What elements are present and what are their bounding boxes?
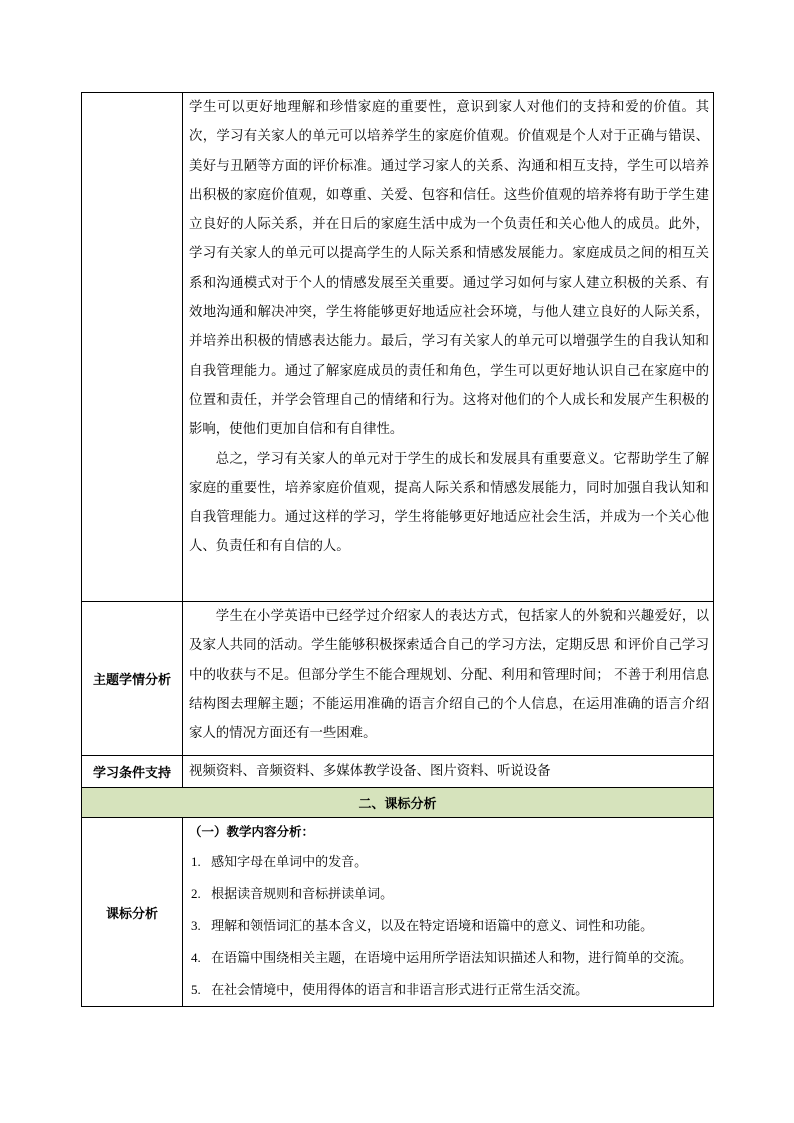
list-item bbox=[183, 974, 713, 1006]
lesson-plan-table bbox=[81, 92, 714, 1007]
significance-row bbox=[82, 93, 714, 602]
list-item-number: 5. bbox=[191, 982, 201, 997]
list-item-text: 感知字母在单词中的发音。 bbox=[211, 855, 368, 870]
list-item-number: 4. bbox=[191, 950, 201, 965]
list-item-text: 理解和领悟词汇的基本含义，以及在特定语境和语篇中的意义、词性和功能。 bbox=[211, 919, 654, 934]
learner-analysis-text: 学生在小学英语中已经学过介绍家人的表达方式，包括家人的外貌和兴趣爱好，以及家人共同的活动。学生能够积极探索适合自己的学习方法，定期反思 和评价自己学习中的收获与不足。但部分学生不能合理规划、分配、利用和管理时间； 不善于利用信息结构图去理解主题；不能运用准确的语言介绍自己的个人信息，在运用准确的语言介绍家人的情况方面还有一些困难。 bbox=[189, 609, 709, 742]
section-header-row bbox=[82, 788, 714, 818]
list-item-number: 3. bbox=[191, 918, 201, 933]
conditions-cell bbox=[183, 756, 714, 788]
significance-paragraph: 学生可以更好地理解和珍惜家庭的重要性，意识到家人对他们的支持和爱的价值。其次，学习有关家人的单元可以培养学生的家庭价值观。价值观是个人对于正确与错误、美好与丑陋等方面的评价标准。通过学习家人的关系、沟通和相互支持，学生可以培养出积极的家庭价值观，如尊重、关爱、包容和信任。这些价值观的培养将有助于学生建立良好的人际关系，并在日后的家庭生活中成为一个负责任和关心他人的成员。此外，学习有关家人的单元可以提高学生的人际关系和情感发展能力。家庭成员之间的相互关系和沟通模式对于个人的情感发展至关重要。通过学习如何与家人建立积极的关系、有效地沟通和解决冲突，学生将能够更好地适应社会环境，与他人建立良好的人际关系，并培养出积极的情感表达能力。最后，学习有关家人的单元可以增强学生的自我认知和自我管理能力。通过了解家庭成员的责任和角色，学生可以更好地认识自己在家庭中的位置和责任，并学会管理自己的情绪和行为。这将对他们的个人成长和发展产生积极的影响，使他们更加自信和有自律性。 bbox=[189, 100, 709, 438]
curriculum-cell bbox=[183, 818, 714, 1007]
list-item-text: 在语篇中围绕相关主题，在语境中运用所学语法知识描述人和物，进行简单的交流。 bbox=[211, 951, 693, 966]
list-item bbox=[183, 910, 713, 942]
list-item-text: 根据读音规则和音标拼读单词。 bbox=[211, 887, 394, 902]
list-item-number: 2. bbox=[191, 886, 201, 901]
content-analysis-subtitle: （一）教学内容分析： bbox=[189, 824, 315, 839]
conditions-row bbox=[82, 756, 714, 788]
list-item bbox=[183, 942, 713, 974]
conditions-label: 学习条件支持 bbox=[82, 756, 183, 788]
list-item-text: 在社会情境中，使用得体的语言和非语言形式进行正常生活交流。 bbox=[211, 983, 589, 998]
conditions-text: 视频资料、音频资料、多媒体教学设备、图片资料、听说设备 bbox=[189, 763, 551, 779]
list-item bbox=[183, 878, 713, 910]
learner-analysis-label: 主题学情分析 bbox=[82, 602, 183, 756]
learner-analysis-row bbox=[82, 602, 714, 756]
significance-cell bbox=[183, 93, 714, 602]
list-item-number: 1. bbox=[191, 854, 201, 869]
empty-label-cell bbox=[82, 93, 183, 602]
list-item bbox=[183, 846, 713, 878]
curriculum-label: 课标分析 bbox=[82, 818, 183, 1007]
learner-analysis-cell bbox=[183, 602, 714, 756]
section-header: 二、课标分析 bbox=[82, 788, 714, 818]
summary-paragraph: 总之，学习有关家人的单元对于学生的成长和发展具有重要意义。它帮助学生了解家庭的重要性，培养家庭价值观，提高人际关系和情感发展能力，同时加强自我认知和自我管理能力。通过这样的学习，学生将能够更好地适应社会生活，并成为一个关心他人、负责任和有自信的人。 bbox=[189, 451, 709, 555]
curriculum-row bbox=[82, 818, 714, 1007]
